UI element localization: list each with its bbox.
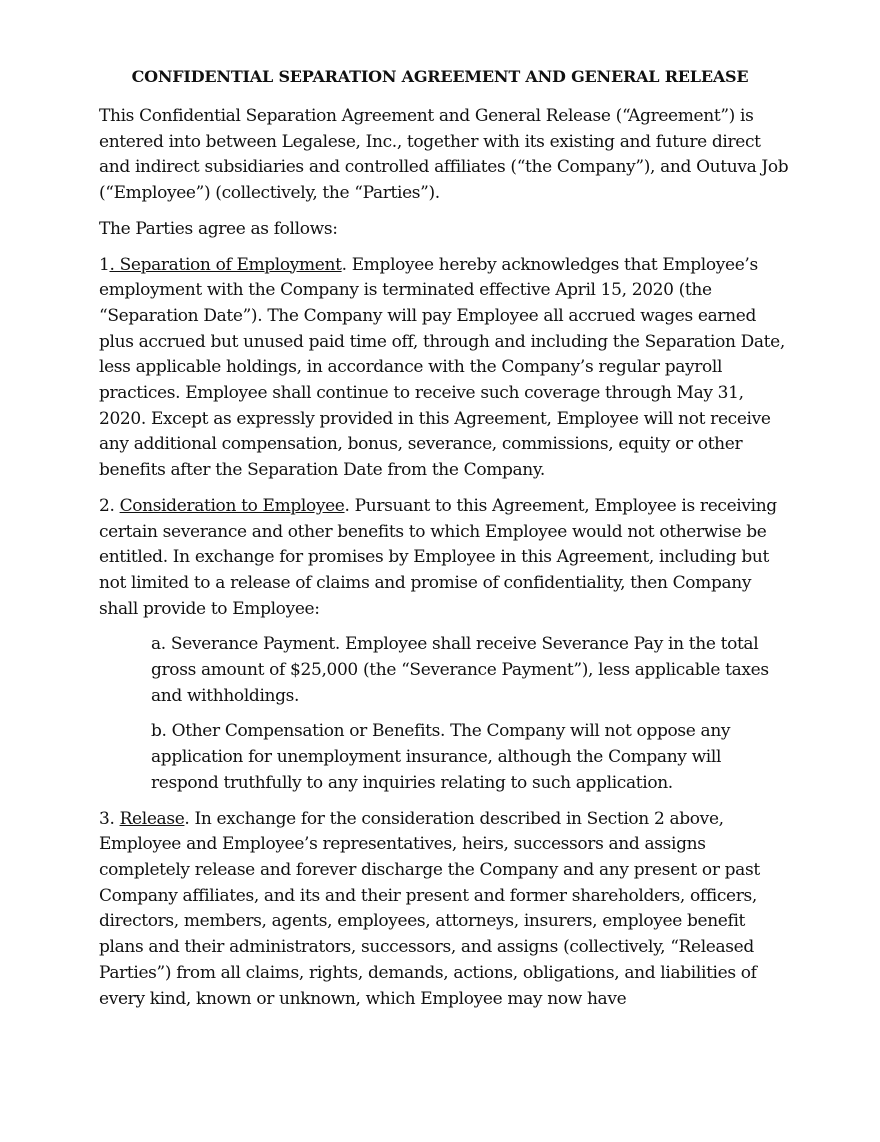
section-1-paragraph	[99, 253, 789, 484]
section-1-text: . Employee hereby acknowledges that Employee’s employment with the Company is terminated effective April 15, 2020 (the “Separation Date”). The Company will pay Employee all accrued wages earned plus accrued but unused paid time off, through and including the Separation Date, less applicable holdings, in accordance with the Company’s regular payroll practices. Employee shall continue to receive such coverage through May 31, 2020. Except as expressly provided in this Agreement, Employee will not receive any additional compensation, bonus, severance, commissions, equity or other benefits after the Separation Date from the Company.	[99, 254, 785, 481]
section-3-paragraph	[99, 807, 789, 1013]
section-2-number: 2.	[99, 495, 120, 516]
section-2a-paragraph: a. Severance Payment. Employee shall receive Severance Pay in the total gross amount of $25,000 (the “Severance Payment”), less applicable taxes and withholdings.	[151, 634, 769, 706]
section-2-text: . Pursuant to this Agreement, Employee is receiving certain severance and other benefits to which Employee would not otherwise be entitled. In exchange for promises by Employee in this Agreement, including but not limited to a release of claims and promise of confidentiality, then Company shall provide to Employee:	[99, 495, 777, 619]
section-3-heading: Release	[119, 808, 185, 829]
agree-paragraph: The Parties agree as follows:	[99, 218, 338, 239]
intro-paragraph: This Confidential Separation Agreement and General Release (“Agreement”) is entered into between Legalese, Inc., together with its existing and future direct and indirect subsidiaries and controlled affiliates (“the Company”), and Outuva Job (“Employee”) (collectively, the “Parties”).	[99, 106, 789, 204]
document-body	[99, 104, 789, 1022]
section-1-heading: . Separation of Employment	[109, 254, 342, 275]
document-title: CONFIDENTIAL SEPARATION AGREEMENT AND GENERAL RELEASE	[131, 67, 749, 86]
section-2b-paragraph: b. Other Compensation or Benefits. The Company will not oppose any application for unemployment insurance, although the Company will respond truthfully to any inquiries relating to such application.	[151, 721, 731, 793]
section-1-number: 1	[99, 254, 110, 275]
section-2-heading: Consideration to Employee	[119, 495, 345, 516]
section-3-text: . In exchange for the consideration described in Section 2 above, Employee and Employee’s representatives, heirs, successors and assigns completely release and forever discharge the Company and any present or past Company affiliates, and its and their present and former shareholders, officers, directors, members, agents, employees, attorneys, insurers, employee benefit plans and their administrators, successors, and assigns (collectively, “Released Parties”) from all claims, rights, demands, actions, obligations, and liabilities of every kind, known or unknown, which Employee may now have	[99, 808, 760, 1009]
section-3-number: 3.	[99, 808, 120, 829]
section-2-paragraph	[99, 494, 789, 623]
